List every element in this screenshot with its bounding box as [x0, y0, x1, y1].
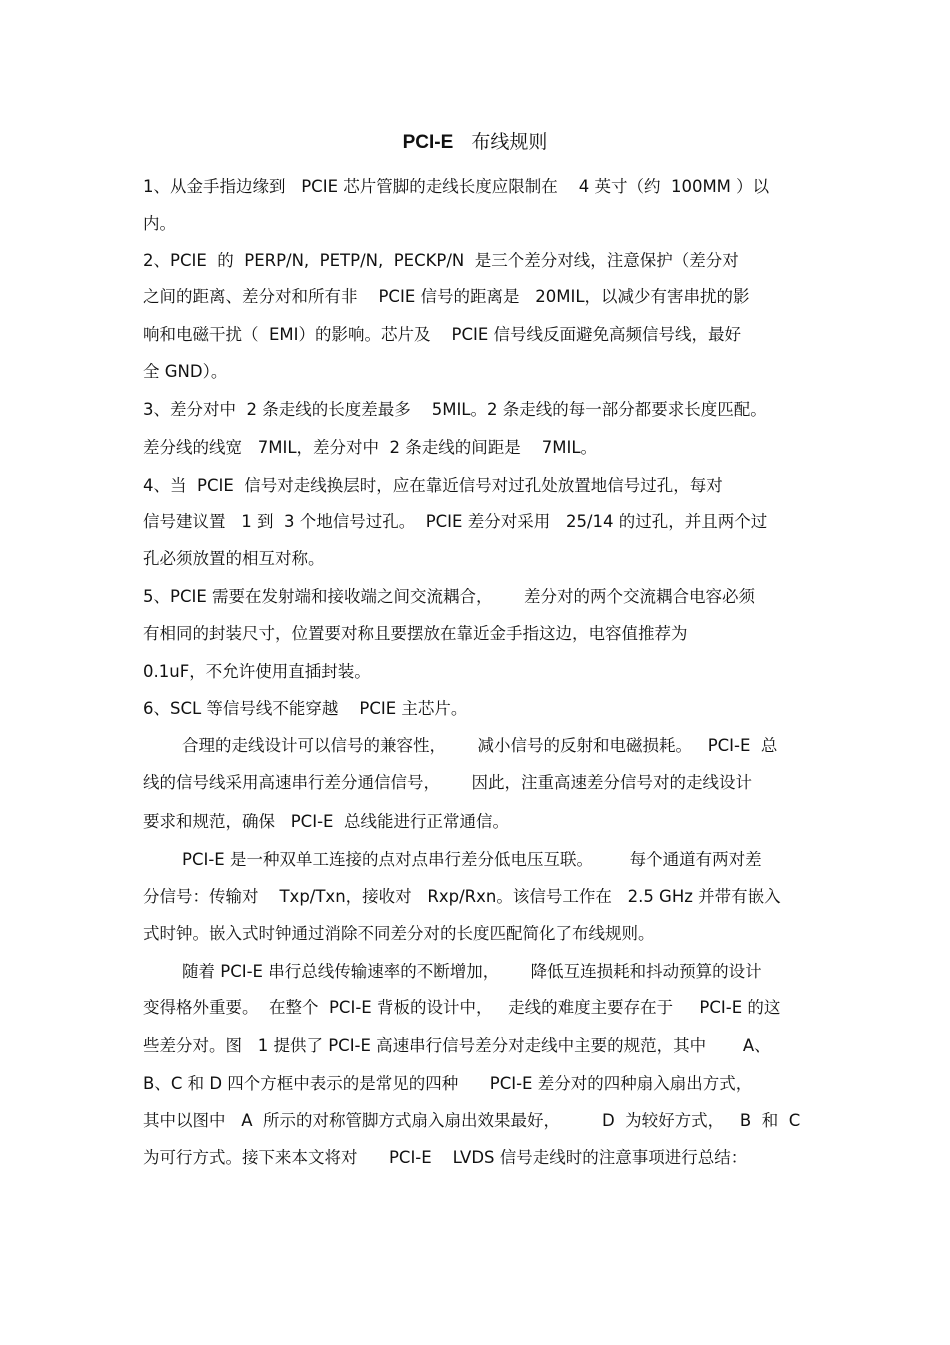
text-line: 合理的走线设计可以信号的兼容性， 减小信号的反射和电磁损耗。 PCI-E 总 [182, 736, 778, 755]
text-line: 信号建议置 1 到 3 个地信号过孔。 PCIE 差分对采用 25/14 的过孔，并且两个过 [143, 512, 768, 531]
page-title [0, 128, 950, 157]
text-line: 2、PCIE 的 PERP/N, PETP/N, PECKP/N 是三个差分对线，注意保护（差分对 [143, 251, 739, 270]
text-line: 全 GND）。 [143, 362, 228, 381]
text-line: 4、当 PCIE 信号对走线换层时，应在靠近信号对过孔处放置地信号过孔，每对 [143, 476, 723, 495]
text-line: B、C 和 D 四个方框中表示的是常见的四种 PCI-E 差分对的四种扇入扇出方式， [143, 1074, 753, 1093]
text-line: 之间的距离、差分对和所有非 PCIE 信号的距离是 20MIL，以减少有害串扰的影 [143, 287, 750, 306]
text-line: 响和电磁干扰（ EMI）的影响。芯片及 PCIE 信号线反面避免高频信号线，最好 [143, 325, 742, 344]
text-line: PCI-E 是一种双单工连接的点对点串行差分低电压互联。 每个通道有两对差 [182, 850, 762, 869]
text-line: 要求和规范，确保 PCI-E 总线能进行正常通信。 [143, 812, 509, 831]
text-line: 1、从金手指边缘到 PCIE 芯片管脚的走线长度应限制在 4 英寸（约 100MM ）以 [143, 177, 770, 196]
text-line: 为可行方式。接下来本文将对 PCI-E LVDS 信号走线时的注意事项进行总结： [143, 1148, 748, 1167]
text-line: 内。 [143, 214, 176, 233]
text-line: 3、差分对中 2 条走线的长度差最多 5MIL。2 条走线的每一部分都要求长度匹配。 [143, 400, 767, 419]
text-line: 些差分对。图 1 提供了 PCI-E 高速串行信号差分对走线中主要的规范，其中 A、 [143, 1036, 771, 1055]
text-line: 差分线的线宽 7MIL，差分对中 2 条走线的间距是 7MIL。 [143, 438, 598, 457]
title-english: PCI-E [402, 132, 454, 153]
text-line: 0.1uF，不允许使用直插封装。 [143, 662, 371, 681]
text-line: 线的信号线采用高速串行差分通信信号， 因此，注重高速差分信号对的走线设计 [143, 773, 752, 792]
text-line: 其中以图中 A 所示的对称管脚方式扇入扇出效果最好， D 为较好方式， B 和 C [143, 1111, 801, 1130]
title-chinese: 布线规则 [471, 131, 548, 153]
text-line: 变得格外重要。 在整个 PCI-E 背板的设计中， 走线的难度主要存在于 PCI-E 的这 [143, 998, 781, 1017]
text-line: 式时钟。嵌入式时钟通过消除不同差分对的长度匹配简化了布线规则。 [143, 924, 655, 943]
text-line: 随着 PCI-E 串行总线传输速率的不断增加， 降低互连损耗和抖动预算的设计 [182, 962, 762, 981]
text-line: 孔必须放置的相互对称。 [143, 549, 325, 568]
text-line: 有相同的封装尺寸，位置要对称且要摆放在靠近金手指这边，电容值推荐为 [143, 624, 688, 643]
text-line: 6、SCL 等信号线不能穿越 PCIE 主芯片。 [143, 699, 468, 718]
text-line: 5、PCIE 需要在发射端和接收端之间交流耦合， 差分对的两个交流耦合电容必须 [143, 587, 755, 606]
text-line: 分信号：传输对 Txp/Txn，接收对 Rxp/Rxn。该信号工作在 2.5 GHz 并带有嵌入 [143, 887, 781, 906]
